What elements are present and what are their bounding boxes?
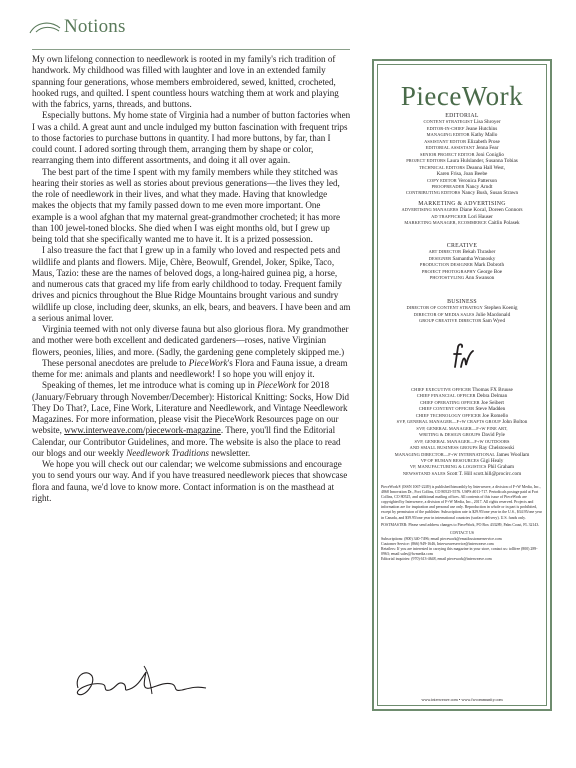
staff-role: PROJECT EDITORS — [406, 158, 446, 164]
staff-role: VP, MANUFACTURING & LOGISTICS — [409, 464, 487, 470]
staff-role: NEWSSTAND SALES — [402, 470, 446, 476]
editorial-section — [374, 113, 550, 197]
staff-role: DESIGNER — [428, 255, 452, 261]
section-heading: MARKETING & ADVERTISING — [418, 201, 506, 207]
staff-name: Ann Swanson — [464, 275, 495, 282]
letter-paragraph: My own lifelong connection to needlework is rooted in my family's rich tradition of handwork. My childhood was filled with laughter and love in an extended family spanning four generations, whose members embroidered, sewed, knitted, crocheted, hooked rugs, and quilted. I spent countless hours watching them at work and playing with the fabrics, yarns, threads, and buttons. — [32, 54, 339, 109]
letter-paragraph — [32, 358, 352, 381]
staff-name: Sam Wyed — [481, 318, 506, 325]
staff-role: VP OF HUMAN RESOURCES — [420, 457, 480, 463]
staff-role: EDITORIAL ASSISTANT — [425, 145, 475, 151]
staff-role: PROOFREADER — [431, 183, 465, 189]
staff-role: ASSISTANT EDITOR — [424, 138, 467, 144]
staff-name: John Bolton — [500, 419, 528, 426]
marketing-section — [374, 201, 550, 227]
staff-role: PHOTOSTYLING — [429, 275, 465, 281]
staff-name: Nancy Arndt — [464, 183, 493, 190]
newsletter-name: Needlework Traditions — [126, 447, 209, 458]
staff-role: SENIOR PROJECT EDITOR — [419, 151, 475, 157]
staff-row — [374, 318, 550, 324]
staff-role: CHIEF EXECUTIVE OFFICER — [411, 387, 472, 392]
staff-role: PROJECT PHOTOGRAPHY — [421, 268, 476, 274]
letter-paragraph: I also treasure the fact that I grew up in a family who loved and respected pets and wildlife and plants and flowers. Mije, Chère, Beowulf, Grendel, Joker, Spike, Taco, Maus, Tazio: these are the names of beloved dogs, a long-haired guinea pig, a horse, and numerous cats that graced my life from early childhood to today. Frequent family drives and picnics throughout the Blue Ridge Mountains brought various and sundry wildlife up close, including deer, skunks, an elk, bears, and beavers. I have been and am a serious animal lover. — [32, 245, 351, 323]
staff-role: MARKETING MANAGER, ECOMMERCE — [404, 220, 487, 226]
staff-name: Joe Romello — [480, 412, 509, 419]
swirl-ornament-icon — [28, 20, 62, 36]
staff-name: Jenna Fear — [474, 145, 499, 152]
staff-name: Debra Delman — [475, 393, 508, 400]
staff-name: Steve Madden — [474, 406, 506, 413]
staff-name: David Pyle — [480, 432, 505, 439]
staff-role: COPY EDITOR — [426, 177, 457, 183]
section-heading: BUSINESS — [447, 299, 477, 305]
staff-list — [374, 207, 550, 226]
staff-role: SVP, GENERAL MANAGER—F+W FINE ART, — [416, 425, 508, 431]
staff-name: Bekah Thrasher — [461, 249, 496, 256]
staff-list — [374, 387, 550, 477]
staff-name: Lisa Shroyer — [472, 119, 501, 126]
staff-name: Phil Graham — [486, 464, 515, 471]
staff-role: TECHNICAL EDITORS — [418, 164, 465, 170]
text-run: for 2018 (January/February through November/December): Historical Knitting: Socks, How Did They Do That?, Lace, Fine Work, Literature and Needlework, and Vintage Needlework Magazines. For more information, please visit the PieceWork Resources page on our website, — [32, 380, 350, 436]
staff-role: SVP, GENERAL MANAGER—F+W CRAFTS GROUP — [396, 419, 501, 425]
editor-signature — [72, 658, 212, 706]
staff-list — [374, 119, 550, 196]
staff-role: MANAGING DIRECTOR—F+W INTERNATIONAL — [394, 451, 496, 457]
text-run: . There, you'll find the Editorial Calendar, our Contributor Guidelines, and more. The website is also the place to read our blogs and our weekly — [32, 425, 341, 458]
staff-name: Stephen Koenig — [482, 305, 518, 312]
staff-role: CHIEF CONTENT OFFICER — [418, 406, 475, 412]
staff-name: Thomas FX Bruuse — [471, 387, 513, 393]
staff-name: Caitlin Polasek — [486, 220, 520, 227]
staff-role: PRODUCTION DESIGNER — [419, 262, 473, 268]
contact-heading: CONTACT US — [450, 530, 474, 535]
staff-name: Joe Seibert — [479, 399, 504, 406]
staff-list — [374, 305, 550, 324]
staff-role: AD TRAFFICKER — [431, 213, 467, 219]
text-run: Speaking of themes, let me introduce what is coming up in — [42, 380, 258, 391]
contact-list — [381, 537, 543, 562]
text-run: newsletter. — [208, 447, 251, 458]
staff-name: Nancy Bush, Susan Strawn — [460, 190, 519, 197]
staff-role: CHIEF FINANCIAL OFFICER — [416, 393, 476, 399]
corporate-section — [374, 387, 550, 477]
staff-role: CONTENT STRATEGIST — [423, 119, 473, 125]
staff-name: Scott T. Hill scott.hill@procirc.com — [445, 470, 522, 477]
letter-paragraph — [32, 380, 352, 459]
magazine-name: PieceWork — [188, 357, 228, 368]
staff-name: Karen Frisa, Joan Beebe — [436, 171, 488, 178]
piecework-logo: PieceWork — [400, 81, 524, 111]
staff-name: Veronica Patterson — [456, 177, 497, 184]
staff-role: DIRECTOR OF MEDIA SALES — [413, 311, 475, 317]
staff-role: CONTRIBUTING EDITORS — [405, 190, 461, 196]
staff-role: EDITOR-IN-CHIEF — [426, 125, 465, 131]
editor-letter — [32, 54, 352, 504]
staff-row — [374, 471, 550, 477]
staff-name: Elizabeth Prose — [466, 138, 500, 145]
staff-name: Laura Hulslander, Susanna Tobias — [445, 158, 518, 165]
staff-role: CHIEF TECHNOLOGY OFFICER — [415, 412, 481, 418]
staff-name: Samantha Wranosky — [451, 255, 496, 262]
text-run: These personal anecdotes are prelude to — [42, 357, 189, 368]
header-divider — [32, 49, 350, 50]
contact-line: Customer Service: (866) 949-1646, Interweaveservice@interweave.com — [381, 541, 494, 546]
staff-name: Diane Kocal, Doreen Connors — [458, 207, 523, 214]
fw-logo-icon — [374, 341, 550, 376]
staff-name: Jeane Hutchins — [464, 125, 498, 132]
staff-role: ART DIRECTOR — [428, 249, 462, 255]
business-section — [374, 299, 550, 325]
staff-role: GROUP CREATIVE DIRECTOR — [418, 318, 482, 324]
staff-role: CHIEF OPERATING OFFICER — [420, 399, 480, 405]
staff-list — [374, 249, 550, 281]
section-title: Notions — [64, 16, 126, 37]
staff-role: AND SMALL BUSINESS GROUPS — [409, 445, 478, 451]
section-header — [28, 16, 328, 42]
staff-row — [374, 190, 550, 196]
staff-name: Gigi Healy — [479, 457, 504, 464]
contact-line: Retailers: If you are interested in carrying this magazine in your store, contact us: tollfree (800) 289-0963; email sales@fwmedia.com — [381, 547, 538, 557]
staff-name: Julie Macdonald — [474, 311, 511, 318]
section-heading: CREATIVE — [446, 243, 478, 249]
staff-name: Lori Hauser — [466, 213, 493, 220]
letter-paragraph: Especially buttons. My home state of Virginia had a number of button factories when I was a child. A great aunt and uncle indulged my button fascination with frequent trips to those factories to purchase buttons in quantity. I had more buttons, by far, than I could count. I adored sorting through them, arranging them by shape or color, rearranging them into different assortments, and doing it all over again. — [32, 110, 351, 166]
creative-section — [374, 243, 550, 282]
staff-name: Kathy Mallo — [469, 132, 498, 139]
staff-name: George Boe — [475, 268, 503, 275]
contact-line: Subscriptions: (800) 340-7496; email piecework@emailcustomerservice.com — [381, 536, 502, 541]
section-heading: EDITORIAL — [445, 113, 479, 119]
contact-line: Editorial inquiries: (970) 613-4648, email piecework@interweave.com — [381, 557, 492, 562]
staff-role: DIRECTOR OF CONTENT STRATEGY — [406, 305, 483, 311]
staff-name: Ray Chelstowski — [477, 445, 515, 452]
staff-name: James Woollam — [495, 451, 530, 458]
letter-paragraph: Virginia teemed with not only diverse fauna but also glorious flora. My grandmother and mother were both excellent and dedicated gardeners—roses, native Virginian flowers, peonies, lilies, and more. (Sadly, the gardening gene completely skipped me.) — [32, 324, 349, 357]
staff-name: Mark Dobroth — [472, 262, 505, 269]
masthead — [372, 59, 552, 711]
letter-paragraph: We hope you will check out our calendar; we welcome submissions and encourage you to send yours our way. And if you have treasured needlework pieces that showcase flora and fauna, we'd love to know more. Contact information is on the masthead at right. — [32, 459, 348, 503]
staff-role: WRITING & DESIGN GROUPS — [419, 432, 481, 438]
postmaster-note: POSTMASTER: Please send address changes to PieceWork, PO Box 433289, Palm Coast, FL 32143. — [381, 523, 540, 528]
footer-urls: www.interweave.com • www.fwcommunity.com — [421, 697, 503, 702]
legal-paragraph: PieceWork® (ISSN 1067-2249) is published bimonthly by Interweave, a division of F+W Media, Inc., 4868 Innovation Dr., Fort Collins, CO 80525-5576. USPS #011-717. Periodicals postage paid at Fort Collins, CO 80525, and additional mailing offices. All contents of this issue of PieceWork are copyrighted by Interweave, a division of F+W Media, Inc., 2017. All rights reserved. Projects and information are for inspiration and personal use only. Reproduction in whole or in part is prohibited, except by permission of the publisher. Subscription rate is $29.95/one year in the U.S., $34.95/one year in Canada, and $39.95/one year in international countries (surface delivery). U.S. funds only. — [381, 485, 542, 520]
staff-name: Deanna Hall West, — [464, 164, 506, 171]
text-run: 's Flora and Fauna issue, a dream theme for me: animals and plants and needlework! I so hope you will enjoy it. — [32, 357, 348, 379]
magazine-name: PieceWork — [257, 380, 296, 391]
letter-paragraph: The best part of the time I spent with my family members while they stitched was hearing their stories as well as stories about previous generations—the lives they led, the role of needlework in their lives, and what they made. Having that knowledge makes the objects that my family passed down to me even more important. One example is a wool afghan that my maternal great-grandmother crocheted; it has more than 100 jewel-toned blocks. She died when I was eight months old, but I grew up being told that she specifically wanted me to have it. It is a prized possession. — [32, 166, 340, 244]
staff-role: SVP, GENERAL MANAGER—F+W OUTDOORS — [414, 438, 510, 444]
staff-name: Joni Coniglio — [474, 151, 505, 158]
staff-row — [374, 275, 550, 281]
staff-role: ADVERTISING MANAGERS — [401, 207, 459, 213]
legal-text — [381, 485, 543, 562]
staff-role: MANAGING EDITOR — [426, 132, 470, 138]
website-link[interactable]: www.interweave.com/piecework-magazine — [64, 425, 221, 436]
staff-row — [374, 220, 550, 226]
